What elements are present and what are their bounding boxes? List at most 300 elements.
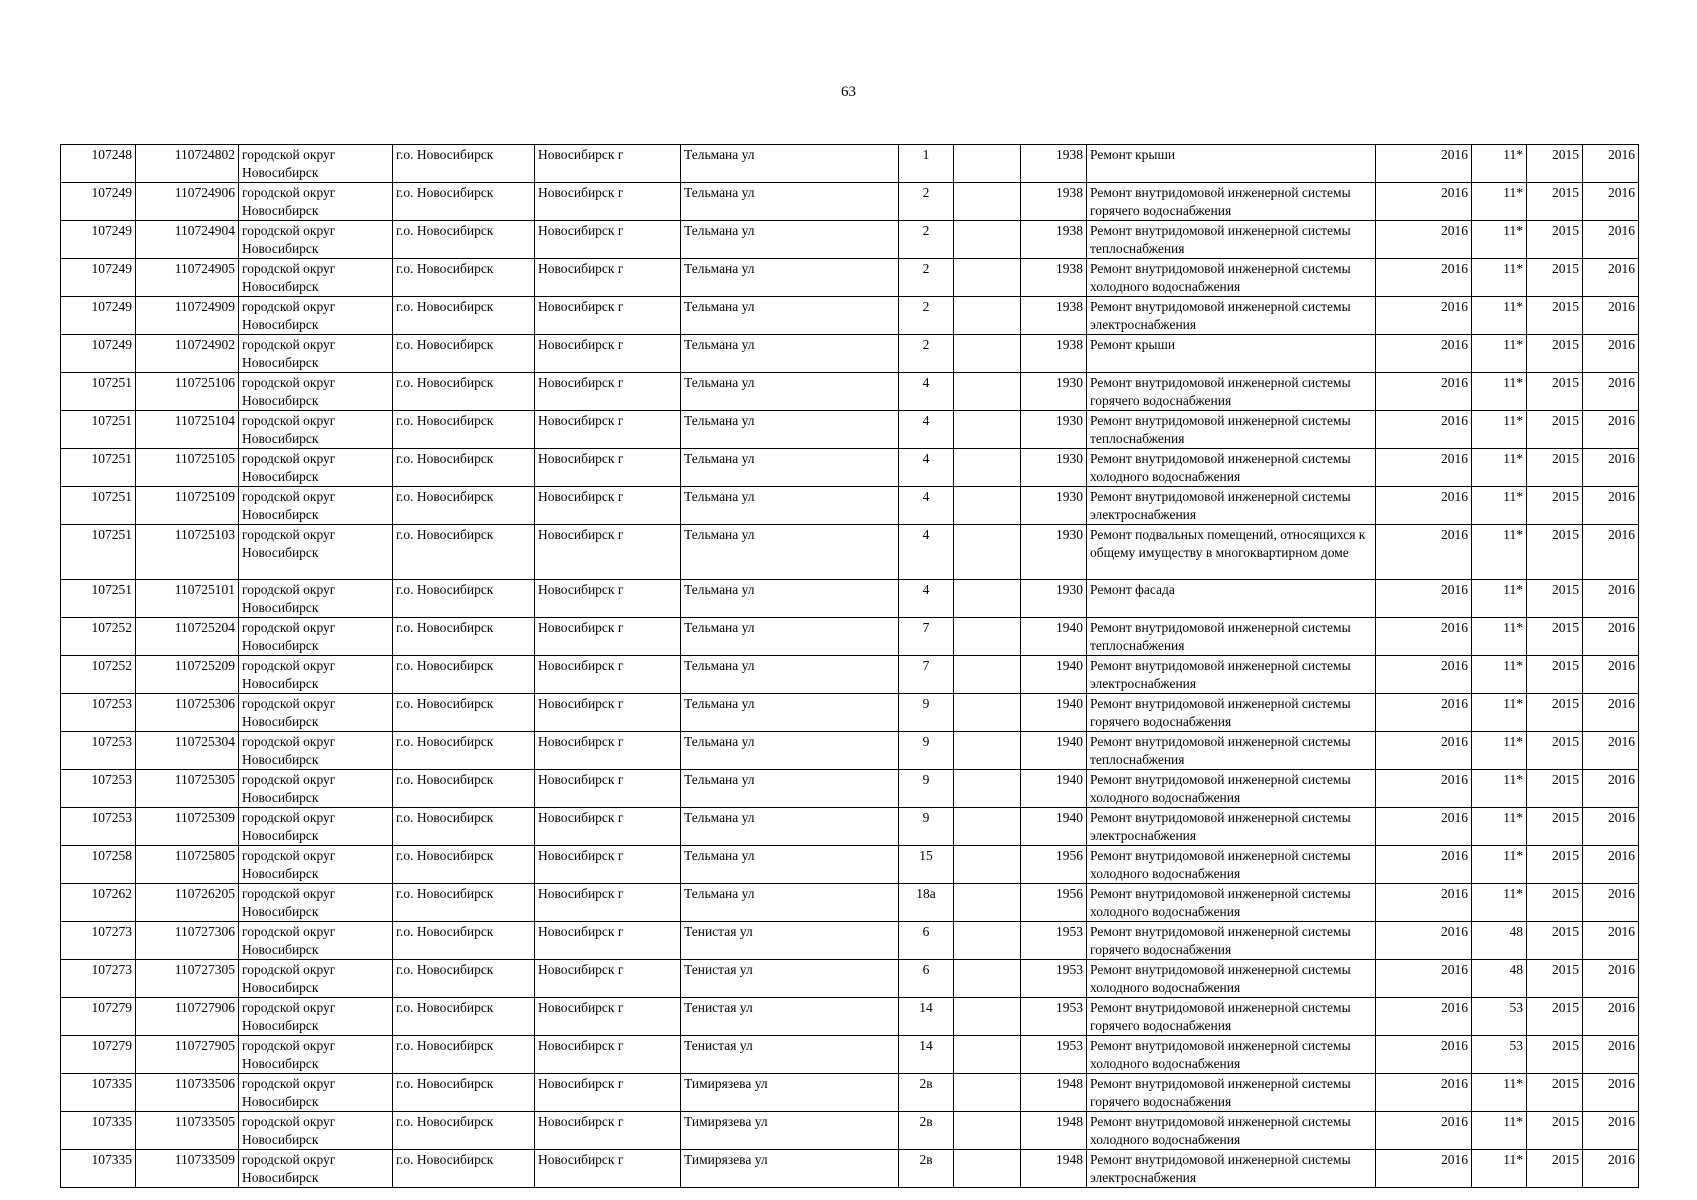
cell-street: Тельмана ул	[681, 846, 899, 884]
cell-municipality: городской округ Новосибирск	[239, 732, 393, 770]
cell-norm-value: 11*	[1472, 487, 1527, 525]
cell-year-built: 1948	[1021, 1150, 1087, 1188]
table-row	[61, 411, 1639, 449]
cell-municipality: городской округ Новосибирск	[239, 183, 393, 221]
cell-period-end: 2016	[1583, 1150, 1639, 1188]
cell-period-start: 2015	[1527, 618, 1583, 656]
cell-house-number: 4	[899, 487, 954, 525]
cell-period-start: 2015	[1527, 297, 1583, 335]
cell-municipal-district: г.о. Новосибирск	[393, 884, 535, 922]
cell-house-id: 107335	[61, 1112, 136, 1150]
cell-municipal-district: г.о. Новосибирск	[393, 1036, 535, 1074]
cell-house-id: 107279	[61, 1036, 136, 1074]
cell-year-built: 1938	[1021, 183, 1087, 221]
cell-record-id: 110733505	[136, 1112, 239, 1150]
cell-municipal-district: г.о. Новосибирск	[393, 1074, 535, 1112]
cell-building	[954, 694, 1021, 732]
cell-work-type: Ремонт внутридомовой инженерной системы холодного водоснабжения	[1087, 846, 1376, 884]
cell-locality: Новосибирск г	[535, 846, 681, 884]
cell-street: Тельмана ул	[681, 525, 899, 580]
cell-plan-year: 2016	[1376, 449, 1472, 487]
cell-work-type: Ремонт внутридомовой инженерной системы холодного водоснабжения	[1087, 884, 1376, 922]
table-row	[61, 1150, 1639, 1188]
cell-municipal-district: г.о. Новосибирск	[393, 183, 535, 221]
table-row	[61, 221, 1639, 259]
cell-plan-year: 2016	[1376, 1036, 1472, 1074]
cell-house-number: 2в	[899, 1074, 954, 1112]
cell-period-end: 2016	[1583, 732, 1639, 770]
cell-house-id: 107249	[61, 183, 136, 221]
cell-period-start: 2015	[1527, 183, 1583, 221]
cell-norm-value: 48	[1472, 960, 1527, 998]
cell-plan-year: 2016	[1376, 411, 1472, 449]
cell-record-id: 110725805	[136, 846, 239, 884]
cell-municipality: городской округ Новосибирск	[239, 145, 393, 183]
cell-house-id: 107251	[61, 487, 136, 525]
cell-work-type: Ремонт внутридомовой инженерной системы горячего водоснабжения	[1087, 922, 1376, 960]
cell-building	[954, 922, 1021, 960]
cell-period-start: 2015	[1527, 846, 1583, 884]
table-row	[61, 580, 1639, 618]
cell-period-end: 2016	[1583, 808, 1639, 846]
cell-period-end: 2016	[1583, 1036, 1639, 1074]
cell-street: Тельмана ул	[681, 884, 899, 922]
cell-period-start: 2015	[1527, 732, 1583, 770]
table-row	[61, 449, 1639, 487]
cell-period-start: 2015	[1527, 770, 1583, 808]
cell-period-start: 2015	[1527, 922, 1583, 960]
cell-building	[954, 259, 1021, 297]
cell-building	[954, 487, 1021, 525]
cell-building	[954, 297, 1021, 335]
cell-house-id: 107253	[61, 694, 136, 732]
cell-locality: Новосибирск г	[535, 335, 681, 373]
cell-locality: Новосибирск г	[535, 1036, 681, 1074]
cell-work-type: Ремонт внутридомовой инженерной системы холодного водоснабжения	[1087, 259, 1376, 297]
cell-period-start: 2015	[1527, 1036, 1583, 1074]
cell-house-number: 14	[899, 998, 954, 1036]
cell-year-built: 1930	[1021, 525, 1087, 580]
cell-work-type: Ремонт внутридомовой инженерной системы холодного водоснабжения	[1087, 1112, 1376, 1150]
cell-municipal-district: г.о. Новосибирск	[393, 487, 535, 525]
cell-house-id: 107251	[61, 449, 136, 487]
cell-locality: Новосибирск г	[535, 922, 681, 960]
cell-year-built: 1953	[1021, 1036, 1087, 1074]
cell-record-id: 110725209	[136, 656, 239, 694]
table-row	[61, 846, 1639, 884]
cell-house-id: 107253	[61, 770, 136, 808]
cell-norm-value: 11*	[1472, 221, 1527, 259]
cell-municipality: городской округ Новосибирск	[239, 998, 393, 1036]
cell-house-id: 107335	[61, 1150, 136, 1188]
cell-municipal-district: г.о. Новосибирск	[393, 297, 535, 335]
cell-building	[954, 656, 1021, 694]
cell-record-id: 110727305	[136, 960, 239, 998]
cell-norm-value: 11*	[1472, 732, 1527, 770]
cell-record-id: 110724905	[136, 259, 239, 297]
cell-building	[954, 618, 1021, 656]
cell-year-built: 1938	[1021, 297, 1087, 335]
cell-period-start: 2015	[1527, 580, 1583, 618]
cell-period-start: 2015	[1527, 335, 1583, 373]
table-row	[61, 808, 1639, 846]
cell-period-end: 2016	[1583, 922, 1639, 960]
cell-work-type: Ремонт внутридомовой инженерной системы горячего водоснабжения	[1087, 373, 1376, 411]
cell-period-start: 2015	[1527, 449, 1583, 487]
cell-plan-year: 2016	[1376, 487, 1472, 525]
cell-year-built: 1930	[1021, 580, 1087, 618]
cell-period-end: 2016	[1583, 373, 1639, 411]
cell-norm-value: 11*	[1472, 373, 1527, 411]
cell-record-id: 110725101	[136, 580, 239, 618]
cell-norm-value: 53	[1472, 998, 1527, 1036]
cell-municipal-district: г.о. Новосибирск	[393, 259, 535, 297]
cell-period-end: 2016	[1583, 618, 1639, 656]
cell-year-built: 1956	[1021, 846, 1087, 884]
cell-work-type: Ремонт внутридомовой инженерной системы электроснабжения	[1087, 297, 1376, 335]
cell-period-end: 2016	[1583, 960, 1639, 998]
cell-year-built: 1948	[1021, 1074, 1087, 1112]
cell-municipal-district: г.о. Новосибирск	[393, 449, 535, 487]
cell-house-number: 14	[899, 1036, 954, 1074]
cell-building	[954, 998, 1021, 1036]
cell-building	[954, 884, 1021, 922]
cell-municipality: городской округ Новосибирск	[239, 449, 393, 487]
table-row	[61, 694, 1639, 732]
cell-municipality: городской округ Новосибирск	[239, 221, 393, 259]
cell-locality: Новосибирск г	[535, 145, 681, 183]
cell-street: Тельмана ул	[681, 145, 899, 183]
cell-norm-value: 11*	[1472, 846, 1527, 884]
cell-building	[954, 1112, 1021, 1150]
cell-work-type: Ремонт внутридомовой инженерной системы теплоснабжения	[1087, 732, 1376, 770]
cell-house-id: 107249	[61, 259, 136, 297]
table-row	[61, 1112, 1639, 1150]
cell-street: Тельмана ул	[681, 487, 899, 525]
cell-street: Тельмана ул	[681, 808, 899, 846]
table-row	[61, 1036, 1639, 1074]
cell-plan-year: 2016	[1376, 373, 1472, 411]
cell-record-id: 110725305	[136, 770, 239, 808]
cell-plan-year: 2016	[1376, 846, 1472, 884]
table-row	[61, 732, 1639, 770]
cell-house-number: 1	[899, 145, 954, 183]
cell-municipal-district: г.о. Новосибирск	[393, 1150, 535, 1188]
cell-street: Тельмана ул	[681, 183, 899, 221]
cell-municipality: городской округ Новосибирск	[239, 1112, 393, 1150]
cell-house-id: 107248	[61, 145, 136, 183]
cell-building	[954, 960, 1021, 998]
cell-municipality: городской округ Новосибирск	[239, 1036, 393, 1074]
cell-municipality: городской округ Новосибирск	[239, 884, 393, 922]
cell-period-end: 2016	[1583, 411, 1639, 449]
cell-house-number: 2в	[899, 1112, 954, 1150]
cell-year-built: 1953	[1021, 960, 1087, 998]
cell-plan-year: 2016	[1376, 884, 1472, 922]
cell-record-id: 110725304	[136, 732, 239, 770]
cell-house-number: 7	[899, 618, 954, 656]
cell-locality: Новосибирск г	[535, 221, 681, 259]
cell-plan-year: 2016	[1376, 732, 1472, 770]
cell-period-start: 2015	[1527, 960, 1583, 998]
cell-year-built: 1930	[1021, 373, 1087, 411]
cell-municipality: городской округ Новосибирск	[239, 846, 393, 884]
table-row	[61, 1074, 1639, 1112]
cell-street: Тенистая ул	[681, 1036, 899, 1074]
cell-street: Тельмана ул	[681, 770, 899, 808]
cell-norm-value: 11*	[1472, 449, 1527, 487]
cell-plan-year: 2016	[1376, 259, 1472, 297]
cell-locality: Новосибирск г	[535, 487, 681, 525]
cell-period-end: 2016	[1583, 145, 1639, 183]
cell-plan-year: 2016	[1376, 145, 1472, 183]
cell-period-end: 2016	[1583, 221, 1639, 259]
cell-locality: Новосибирск г	[535, 998, 681, 1036]
cell-work-type: Ремонт внутридомовой инженерной системы горячего водоснабжения	[1087, 1074, 1376, 1112]
cell-year-built: 1940	[1021, 770, 1087, 808]
cell-municipality: городской округ Новосибирск	[239, 525, 393, 580]
cell-municipal-district: г.о. Новосибирск	[393, 922, 535, 960]
cell-work-type: Ремонт крыши	[1087, 335, 1376, 373]
cell-street: Тимирязева ул	[681, 1112, 899, 1150]
cell-house-number: 9	[899, 694, 954, 732]
cell-period-start: 2015	[1527, 1112, 1583, 1150]
cell-work-type: Ремонт крыши	[1087, 145, 1376, 183]
cell-house-id: 107262	[61, 884, 136, 922]
cell-building	[954, 1150, 1021, 1188]
cell-municipal-district: г.о. Новосибирск	[393, 770, 535, 808]
cell-locality: Новосибирск г	[535, 960, 681, 998]
cell-period-start: 2015	[1527, 808, 1583, 846]
cell-period-start: 2015	[1527, 411, 1583, 449]
cell-house-number: 2	[899, 297, 954, 335]
cell-norm-value: 11*	[1472, 145, 1527, 183]
cell-plan-year: 2016	[1376, 808, 1472, 846]
cell-period-end: 2016	[1583, 1074, 1639, 1112]
cell-street: Тельмана ул	[681, 732, 899, 770]
cell-municipality: городской округ Новосибирск	[239, 411, 393, 449]
cell-house-id: 107273	[61, 960, 136, 998]
cell-building	[954, 580, 1021, 618]
cell-locality: Новосибирск г	[535, 618, 681, 656]
cell-period-start: 2015	[1527, 145, 1583, 183]
cell-municipal-district: г.о. Новосибирск	[393, 145, 535, 183]
cell-house-id: 107335	[61, 1074, 136, 1112]
cell-municipality: городской округ Новосибирск	[239, 335, 393, 373]
cell-house-id: 107251	[61, 580, 136, 618]
cell-work-type: Ремонт внутридомовой инженерной системы электроснабжения	[1087, 1150, 1376, 1188]
cell-year-built: 1930	[1021, 449, 1087, 487]
cell-building	[954, 1036, 1021, 1074]
cell-work-type: Ремонт внутридомовой инженерной системы холодного водоснабжения	[1087, 770, 1376, 808]
cell-year-built: 1948	[1021, 1112, 1087, 1150]
cell-street: Тельмана ул	[681, 580, 899, 618]
cell-street: Тельмана ул	[681, 411, 899, 449]
cell-norm-value: 11*	[1472, 183, 1527, 221]
cell-house-number: 9	[899, 808, 954, 846]
cell-period-start: 2015	[1527, 259, 1583, 297]
cell-house-id: 107258	[61, 846, 136, 884]
cell-norm-value: 11*	[1472, 1150, 1527, 1188]
cell-plan-year: 2016	[1376, 618, 1472, 656]
cell-plan-year: 2016	[1376, 656, 1472, 694]
page-number: 63	[841, 84, 856, 100]
cell-locality: Новосибирск г	[535, 449, 681, 487]
cell-locality: Новосибирск г	[535, 656, 681, 694]
cell-record-id: 110725106	[136, 373, 239, 411]
cell-year-built: 1953	[1021, 922, 1087, 960]
cell-period-end: 2016	[1583, 183, 1639, 221]
cell-plan-year: 2016	[1376, 183, 1472, 221]
cell-municipality: городской округ Новосибирск	[239, 694, 393, 732]
table-row	[61, 960, 1639, 998]
cell-work-type: Ремонт внутридомовой инженерной системы электроснабжения	[1087, 487, 1376, 525]
table-row	[61, 525, 1639, 580]
cell-municipal-district: г.о. Новосибирск	[393, 846, 535, 884]
cell-locality: Новосибирск г	[535, 1074, 681, 1112]
cell-house-id: 107273	[61, 922, 136, 960]
cell-street: Тельмана ул	[681, 618, 899, 656]
cell-plan-year: 2016	[1376, 770, 1472, 808]
cell-municipal-district: г.о. Новосибирск	[393, 1112, 535, 1150]
cell-street: Тельмана ул	[681, 259, 899, 297]
cell-period-start: 2015	[1527, 656, 1583, 694]
cell-period-end: 2016	[1583, 580, 1639, 618]
cell-work-type: Ремонт внутридомовой инженерной системы холодного водоснабжения	[1087, 1036, 1376, 1074]
cell-norm-value: 11*	[1472, 694, 1527, 732]
cell-period-start: 2015	[1527, 1150, 1583, 1188]
cell-norm-value: 11*	[1472, 770, 1527, 808]
cell-norm-value: 11*	[1472, 335, 1527, 373]
cell-municipal-district: г.о. Новосибирск	[393, 808, 535, 846]
cell-period-end: 2016	[1583, 487, 1639, 525]
cell-locality: Новосибирск г	[535, 1112, 681, 1150]
cell-work-type: Ремонт подвальных помещений, относящихся к общему имуществу в многоквартирном доме	[1087, 525, 1376, 580]
cell-building	[954, 770, 1021, 808]
cell-house-number: 15	[899, 846, 954, 884]
cell-record-id: 110725105	[136, 449, 239, 487]
cell-locality: Новосибирск г	[535, 525, 681, 580]
cell-period-end: 2016	[1583, 770, 1639, 808]
cell-work-type: Ремонт внутридомовой инженерной системы электроснабжения	[1087, 808, 1376, 846]
cell-municipality: городской округ Новосибирск	[239, 618, 393, 656]
table-row	[61, 145, 1639, 183]
cell-work-type: Ремонт внутридомовой инженерной системы теплоснабжения	[1087, 221, 1376, 259]
cell-record-id: 110727306	[136, 922, 239, 960]
cell-norm-value: 11*	[1472, 618, 1527, 656]
cell-street: Тельмана ул	[681, 335, 899, 373]
cell-year-built: 1956	[1021, 884, 1087, 922]
cell-record-id: 110733509	[136, 1150, 239, 1188]
cell-house-id: 107253	[61, 732, 136, 770]
cell-plan-year: 2016	[1376, 335, 1472, 373]
cell-house-number: 4	[899, 373, 954, 411]
cell-period-start: 2015	[1527, 884, 1583, 922]
cell-period-end: 2016	[1583, 297, 1639, 335]
cell-record-id: 110724904	[136, 221, 239, 259]
cell-street: Тимирязева ул	[681, 1074, 899, 1112]
cell-street: Тенистая ул	[681, 960, 899, 998]
cell-municipality: городской округ Новосибирск	[239, 960, 393, 998]
cell-municipality: городской округ Новосибирск	[239, 770, 393, 808]
cell-work-type: Ремонт внутридомовой инженерной системы горячего водоснабжения	[1087, 998, 1376, 1036]
cell-norm-value: 11*	[1472, 656, 1527, 694]
cell-year-built: 1930	[1021, 411, 1087, 449]
cell-norm-value: 53	[1472, 1036, 1527, 1074]
cell-norm-value: 11*	[1472, 411, 1527, 449]
cell-house-id: 107249	[61, 297, 136, 335]
cell-house-number: 2в	[899, 1150, 954, 1188]
table-row	[61, 998, 1639, 1036]
cell-municipality: городской округ Новосибирск	[239, 297, 393, 335]
cell-house-number: 2	[899, 183, 954, 221]
cell-period-start: 2015	[1527, 1074, 1583, 1112]
cell-building	[954, 449, 1021, 487]
cell-norm-value: 11*	[1472, 580, 1527, 618]
cell-year-built: 1938	[1021, 221, 1087, 259]
cell-house-id: 107249	[61, 221, 136, 259]
cell-municipality: городской округ Новосибирск	[239, 259, 393, 297]
table-row	[61, 259, 1639, 297]
cell-year-built: 1938	[1021, 259, 1087, 297]
cell-house-number: 4	[899, 411, 954, 449]
cell-municipality: городской округ Новосибирск	[239, 656, 393, 694]
cell-building	[954, 1074, 1021, 1112]
cell-municipality: городской округ Новосибирск	[239, 922, 393, 960]
cell-period-end: 2016	[1583, 656, 1639, 694]
cell-record-id: 110724906	[136, 183, 239, 221]
table-row	[61, 373, 1639, 411]
cell-norm-value: 11*	[1472, 884, 1527, 922]
cell-municipal-district: г.о. Новосибирск	[393, 335, 535, 373]
cell-record-id: 110725306	[136, 694, 239, 732]
cell-street: Тельмана ул	[681, 373, 899, 411]
cell-norm-value: 11*	[1472, 1112, 1527, 1150]
cell-street: Тельмана ул	[681, 656, 899, 694]
table-row	[61, 770, 1639, 808]
cell-locality: Новосибирск г	[535, 297, 681, 335]
cell-building	[954, 335, 1021, 373]
cell-plan-year: 2016	[1376, 1074, 1472, 1112]
cell-work-type: Ремонт фасада	[1087, 580, 1376, 618]
cell-municipal-district: г.о. Новосибирск	[393, 998, 535, 1036]
cell-period-start: 2015	[1527, 525, 1583, 580]
cell-period-end: 2016	[1583, 259, 1639, 297]
cell-year-built: 1940	[1021, 694, 1087, 732]
cell-plan-year: 2016	[1376, 1150, 1472, 1188]
cell-house-id: 107249	[61, 335, 136, 373]
cell-house-number: 7	[899, 656, 954, 694]
cell-house-number: 4	[899, 449, 954, 487]
cell-plan-year: 2016	[1376, 221, 1472, 259]
table-row	[61, 487, 1639, 525]
cell-year-built: 1940	[1021, 808, 1087, 846]
cell-house-number: 4	[899, 580, 954, 618]
cell-locality: Новосибирск г	[535, 580, 681, 618]
cell-work-type: Ремонт внутридомовой инженерной системы холодного водоснабжения	[1087, 449, 1376, 487]
cell-year-built: 1940	[1021, 656, 1087, 694]
cell-locality: Новосибирск г	[535, 808, 681, 846]
cell-municipal-district: г.о. Новосибирск	[393, 411, 535, 449]
cell-house-number: 2	[899, 221, 954, 259]
cell-municipality: городской округ Новосибирск	[239, 373, 393, 411]
cell-work-type: Ремонт внутридомовой инженерной системы теплоснабжения	[1087, 411, 1376, 449]
cell-record-id: 110727906	[136, 998, 239, 1036]
cell-record-id: 110725309	[136, 808, 239, 846]
table-row	[61, 922, 1639, 960]
cell-street: Тельмана ул	[681, 694, 899, 732]
cell-street: Тимирязева ул	[681, 1150, 899, 1188]
